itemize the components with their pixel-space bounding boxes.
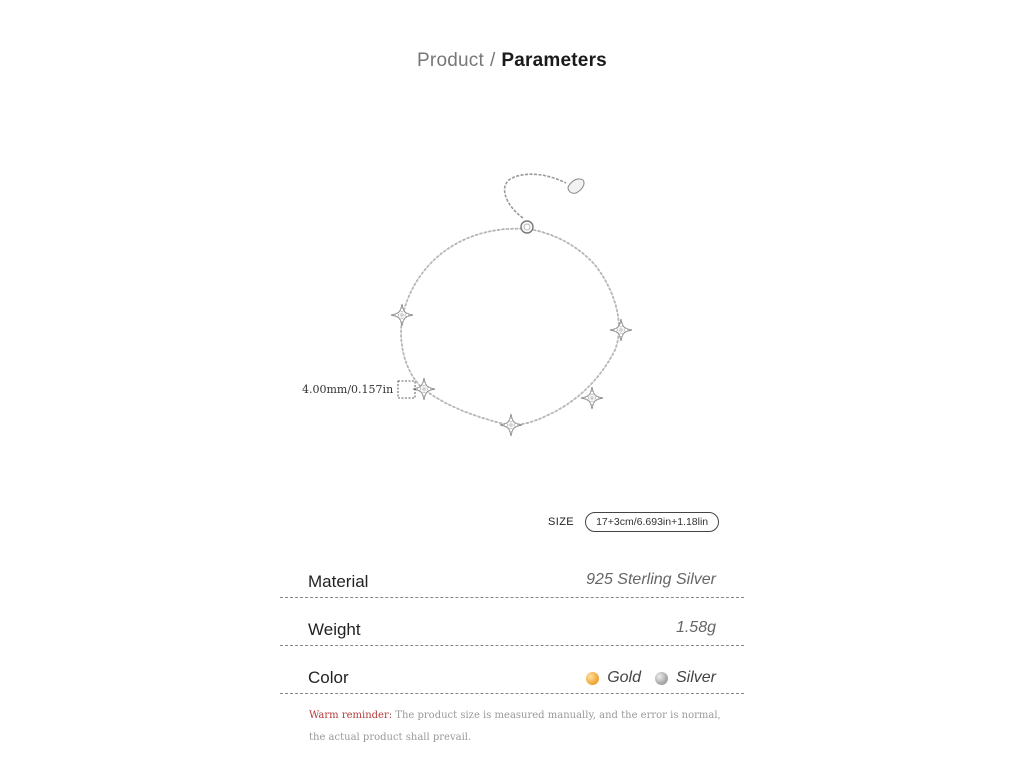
weight-label: Weight <box>308 620 361 639</box>
color-option-gold[interactable]: Gold <box>607 669 641 686</box>
color-option-silver[interactable]: Silver <box>675 669 716 686</box>
size-label: SIZE <box>548 516 575 528</box>
size-value-badge: 17+3cm/6.693in+1.18lin <box>585 512 719 532</box>
drop-tag <box>568 179 584 193</box>
weight-value: 1.58g <box>675 619 716 636</box>
reminder-line1: The product size is measured manually, and the error is normal, <box>395 710 721 721</box>
star-charm <box>391 304 413 326</box>
dimension-box <box>398 381 415 398</box>
star-charm <box>500 414 522 436</box>
star-charm <box>610 319 632 341</box>
chain <box>401 229 619 425</box>
title-product: Product <box>417 50 484 71</box>
weight-row <box>280 597 744 646</box>
dimension-label: 4.00mm/0.157in <box>302 383 394 396</box>
warm-reminder <box>309 705 729 749</box>
reminder-prefix: Warm reminder: <box>309 710 393 721</box>
extender-chain <box>505 174 566 218</box>
title-separator: / <box>489 50 496 71</box>
reminder-line2: the actual product shall prevail. <box>309 732 472 743</box>
size-row <box>548 512 719 532</box>
color-options <box>586 669 716 687</box>
material-row <box>280 549 744 598</box>
material-label: Material <box>308 572 369 591</box>
color-row <box>280 645 744 694</box>
material-value: 925 Sterling Silver <box>586 571 716 588</box>
silver-swatch-icon[interactable] <box>655 672 668 685</box>
title-parameters: Parameters <box>501 50 607 71</box>
color-label: Color <box>308 668 349 687</box>
gold-swatch-icon[interactable] <box>586 672 599 685</box>
